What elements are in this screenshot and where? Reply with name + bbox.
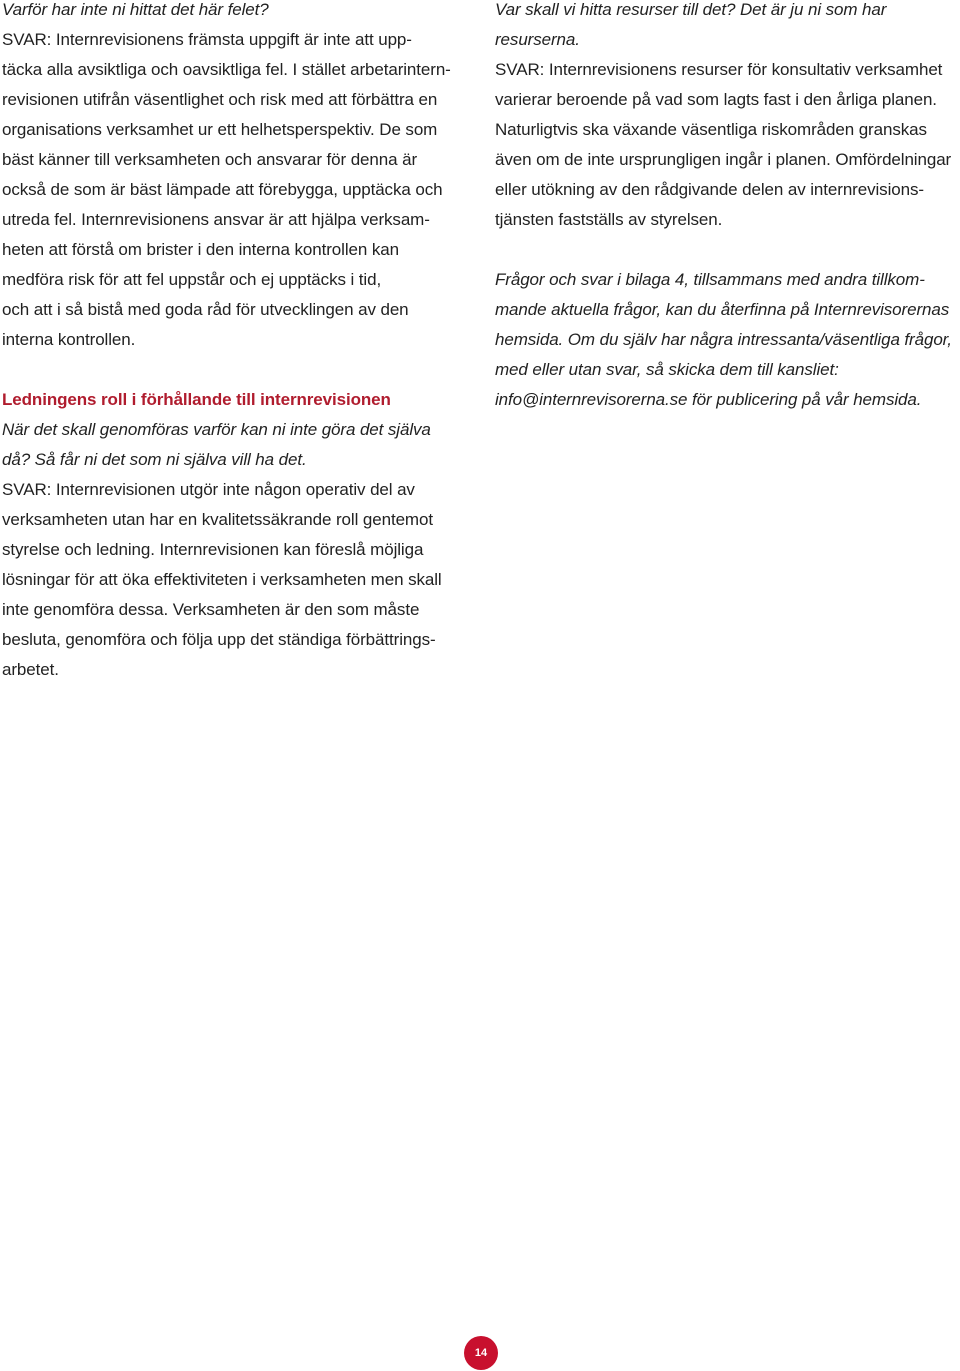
question-heading: då? Så får ni det som ni själva vill ha det. xyxy=(2,450,307,469)
answer-line: organisations verksamhet ur ett helhetsperspektiv. De som xyxy=(2,120,438,139)
answer-line: inte genomföra dessa. Verksamheten är den som måste xyxy=(2,600,420,619)
answer-line: arbetet. xyxy=(2,660,59,679)
answer-line: interna kontrollen. xyxy=(2,330,136,349)
answer-line: utreda fel. Internrevisionens ansvar är att hjälpa verksam- xyxy=(2,210,430,229)
info-line: info@internrevisorerna.se för publicering på vår hemsida. xyxy=(495,390,922,409)
answer-line: bäst känner till verksamheten och ansvarar för denna är xyxy=(2,150,418,169)
answer-line: medföra risk för att fel uppstår och ej upptäcks i tid, xyxy=(2,270,382,289)
info-line: hemsida. Om du själv har några intressanta/väsentliga frågor, xyxy=(495,330,952,349)
answer-line: varierar beroende på vad som lagts fast i den årliga planen. xyxy=(495,90,937,109)
question-heading: Var skall vi hitta resurser till det? Det är ju ni som har xyxy=(495,0,887,19)
section-heading: Ledningens roll i förhållande till internrevisionen xyxy=(2,390,391,409)
info-line: mande aktuella frågor, kan du återfinna på Internrevisorernas xyxy=(495,300,950,319)
answer-line: eller utökning av den rådgivande delen av internrevisions- xyxy=(495,180,924,199)
question-heading: resurserna. xyxy=(495,30,580,49)
answer-line: Naturligtvis ska växande väsentliga riskområden granskas xyxy=(495,120,927,139)
answer-line: också de som är bäst lämpade att förebygga, upptäcka och xyxy=(2,180,443,199)
answer-line: revisionen utifrån väsentlighet och risk med att förbättra en xyxy=(2,90,438,109)
answer-line: även om de inte ursprungligen ingår i planen. Omfördelningar xyxy=(495,150,952,169)
info-line: Frågor och svar i bilaga 4, tillsammans med andra tillkom- xyxy=(495,270,925,289)
answer-line: heten att förstå om brister i den interna kontrollen kan xyxy=(2,240,399,259)
answer-line: verksamheten utan har en kvalitetssäkrande roll gentemot xyxy=(2,510,433,529)
answer-line: styrelse och ledning. Internrevisionen kan föreslå möjliga xyxy=(2,540,424,559)
answer-line: lösningar för att öka effektiviteten i verksamheten men skall xyxy=(2,570,442,589)
answer-line: SVAR: Internrevisionen utgör inte någon operativ del av xyxy=(2,480,415,499)
question-heading: När det skall genomföras varför kan ni inte göra det själva xyxy=(2,420,431,439)
answer-line: täcka alla avsiktliga och oavsiktliga fel. I stället arbetarintern- xyxy=(2,60,451,79)
question-heading: Varför har inte ni hittat det här felet? xyxy=(2,0,269,19)
page-number-badge: 14 xyxy=(464,1336,498,1370)
answer-line: SVAR: Internrevisionens resurser för konsultativ verksamhet xyxy=(495,60,943,79)
answer-line: SVAR: Internrevisionens främsta uppgift är inte att upp- xyxy=(2,30,412,49)
answer-line: besluta, genomföra och följa upp det ständiga förbättrings- xyxy=(2,630,436,649)
answer-line: och att i så bistå med goda råd för utvecklingen av den xyxy=(2,300,409,319)
info-line: med eller utan svar, så skicka dem till kansliet: xyxy=(495,360,839,379)
answer-line: tjänsten fastställs av styrelsen. xyxy=(495,210,723,229)
